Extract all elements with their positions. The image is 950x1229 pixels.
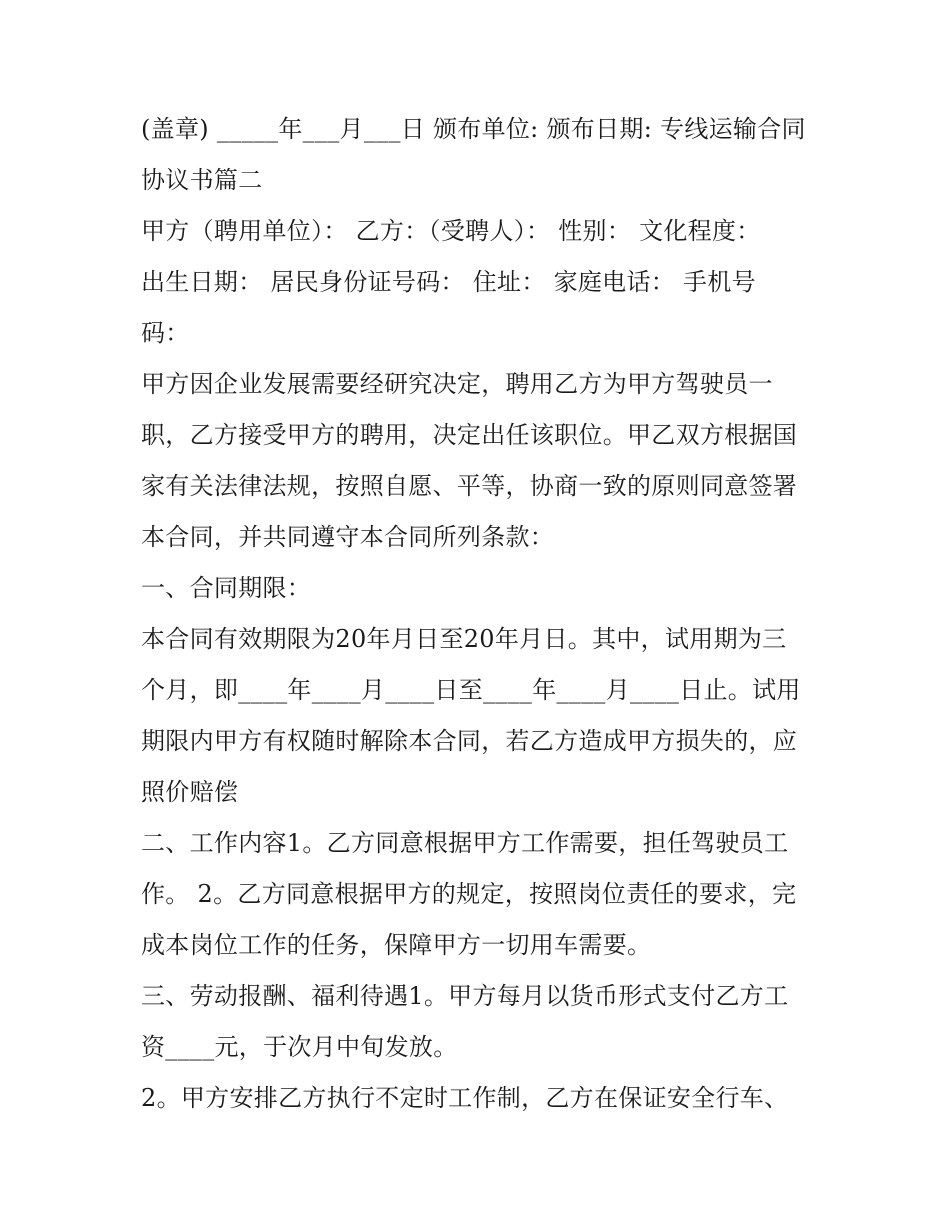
- text-line: 资____元，于次月中旬发放。: [141, 1033, 458, 1061]
- text-line: 个月，即____年____月____日至____年____月____日止。试用: [141, 676, 801, 704]
- text-line: 本合同，并共同遵守本合同所列条款：: [141, 523, 555, 551]
- text-line: 期限内甲方有权随时解除本合同，若乙方造成甲方损失的，应: [141, 727, 798, 755]
- text-line: 职，乙方接受甲方的聘用，决定出任该职位。甲乙双方根据国: [141, 421, 798, 449]
- text-line: 本合同有效期限为20年月日至20年月日。其中，试用期为三: [141, 625, 787, 653]
- text-line: (盖章) _____年___月___日 颁布单位: 颁布日期: 专线运输合同: [141, 115, 806, 143]
- section-heading: 二、工作内容1。乙方同意根据甲方工作需要，担任驾驶员工: [141, 829, 789, 857]
- text-line: 协议书篇二: [141, 166, 263, 194]
- text-line: 出生日期： 居民身份证号码： 住址： 家庭电话： 手机号: [141, 268, 756, 296]
- text-line: 2。甲方安排乙方执行不定时工作制，乙方在保证安全行车、: [141, 1084, 789, 1112]
- section-heading: 一、合同期限：: [141, 574, 312, 602]
- section-heading: 三、劳动报酬、福利待遇1。甲方每月以货币形式支付乙方工: [141, 982, 789, 1010]
- text-line: 码：: [141, 319, 190, 347]
- text-line: 照价赔偿: [141, 778, 239, 806]
- text-line: 甲方因企业发展需要经研究决定，聘用乙方为甲方驾驶员一: [141, 370, 773, 398]
- text-line: 作。 2。乙方同意根据甲方的规定，按照岗位责任的要求，完: [141, 880, 797, 908]
- text-line: 甲方（聘用单位）： 乙方：（受聘人）： 性别： 文化程度：: [141, 217, 761, 245]
- text-line: 成本岗位工作的任务，保障甲方一切用车需要。: [141, 931, 652, 959]
- text-line: 家有关法律法规，按照自愿、平等，协商一致的原则同意签署: [141, 472, 798, 500]
